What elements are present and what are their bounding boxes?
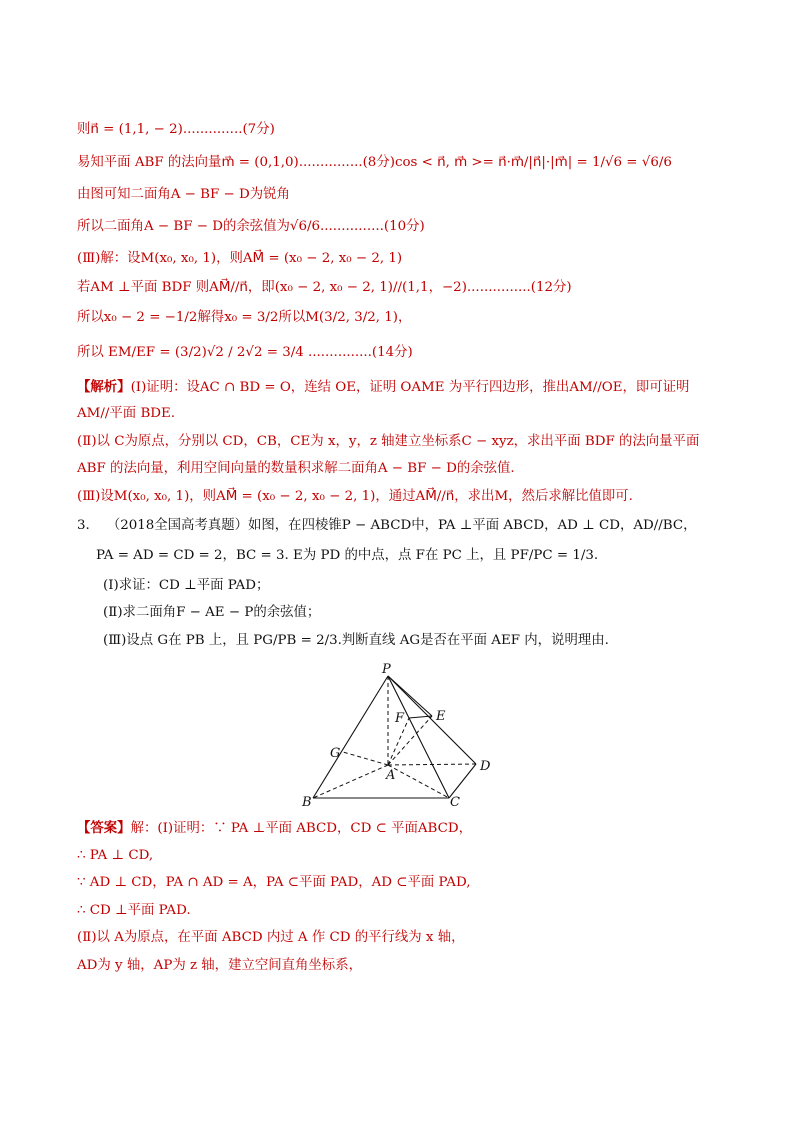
edge-AB	[313, 765, 388, 798]
solution-line: 则n⃗ = (1,1, − 2)..............(7分)	[77, 122, 275, 137]
analysis-line: ABF 的法向量，利用空间向量的数量积求解二面角A − BF − D的余弦值.	[77, 461, 515, 476]
analysis-line-1: 【解析】(Ⅰ)证明：设AC ∩ BD = O，连结 OE，证明 OAME 为平行四边形，推出AM//OE，即可证明	[77, 379, 690, 395]
problem-part-1: (Ⅰ)求证：CD ⊥平面 PAD；	[103, 578, 270, 593]
label-C: C	[450, 795, 460, 810]
label-A: A	[386, 768, 396, 783]
answer-line: ∵ AD ⊥ CD，PA ∩ AD = A，PA ⊂平面 PAD，AD ⊂平面 PAD,	[77, 875, 471, 890]
edge-AC	[388, 765, 449, 798]
label-E: E	[436, 709, 446, 724]
analysis-line: (Ⅱ)以 C为原点，分别以 CD，CB，CE为 x，y，z 轴建立坐标系C − xyz，求出平面 BDF 的法向量平面	[77, 434, 700, 449]
label-B: B	[302, 795, 312, 810]
analysis-line: (Ⅲ)设M(x₀, x₀, 1)，则AM⃗ = (x₀ − 2, x₀ − 2, 1)，通过AM⃗//n⃗，求出M，然后求解比值即可.	[77, 489, 633, 504]
label-P: P	[382, 662, 391, 677]
solution-line: 由图可知二面角A − BF − D为锐角	[77, 187, 290, 202]
problem-part-3: (Ⅲ)设点 G在 PB 上，且 PG/PB = 2/3.判断直线 AG是否在平面 AEF 内，说明理由.	[103, 633, 609, 648]
answer-line: AD为 y 轴，AP为 z 轴，建立空间直角坐标系，	[77, 958, 362, 973]
solution-line: 所以x₀ − 2 = −1/2解得x₀ = 3/2所以M(3/2, 3/2, 1)，	[77, 310, 412, 325]
label-G: G	[330, 746, 341, 761]
answer-line-1: 【答案】解：(Ⅰ)证明：∵ PA ⊥平面 ABCD，CD ⊂ 平面ABCD，	[77, 820, 472, 836]
edge-CD	[449, 764, 476, 798]
edge-AG	[343, 752, 388, 765]
problem-part-2: (Ⅱ)求二面角F − AE − P的余弦值；	[103, 605, 321, 620]
solution-line: (Ⅲ)解：设M(x₀, x₀, 1)，则AM⃗ = (x₀ − 2, x₀ − 2, 1)	[77, 251, 403, 266]
edge-PB	[313, 676, 388, 798]
solution-line: 所以 EM/EF = (3/2)√2 / 2√2 = 3/4 ...............(14分)	[77, 345, 413, 360]
answer-line: ∴ CD ⊥平面 PAD.	[77, 903, 191, 918]
edge-AD	[388, 764, 476, 765]
analysis-tag: 【解析】	[77, 379, 131, 395]
solution-line: 所以二面角A − BF − D的余弦值为√6/6...............(10分)	[77, 219, 425, 234]
label-F: F	[395, 711, 405, 726]
solution-line: 若AM ⊥平面 BDF 则AM⃗//n⃗，即(x₀ − 2, x₀ − 2, 1)//(1,1，−2)...............(12分)	[77, 280, 572, 295]
answer-line: (Ⅱ)以 A为原点，在平面 ABCD 内过 A 作 CD 的平行线为 x 轴，	[77, 930, 465, 945]
edge-PC	[388, 676, 449, 798]
answer-line: ∴ PA ⊥ CD,	[77, 848, 154, 863]
problem-title: 3. （2018全国高考真题）如图，在四棱锥P − ABCD中，PA ⊥平面 ABCD，AD ⊥ CD，AD//BC，	[77, 518, 697, 533]
solution-line: 易知平面 ABF 的法向量m⃗ = (0,1,0)...............(8分)cos < n⃗, m⃗ >= n⃗·m⃗/|n⃗|·|m⃗| = 1/√6 = √6/6	[77, 155, 672, 170]
problem-number: 3.	[77, 518, 90, 533]
label-D: D	[480, 759, 491, 774]
analysis-line: AM//平面 BDE.	[77, 406, 176, 421]
edge-PE-inner	[388, 676, 432, 716]
problem-line: PA = AD = CD = 2，BC = 3. E为 PD 的中点，点 F在 PC 上，且 PF/PC = 1/3.	[96, 548, 599, 563]
pyramid-figure	[290, 660, 520, 810]
answer-tag: 【答案】	[77, 820, 131, 836]
